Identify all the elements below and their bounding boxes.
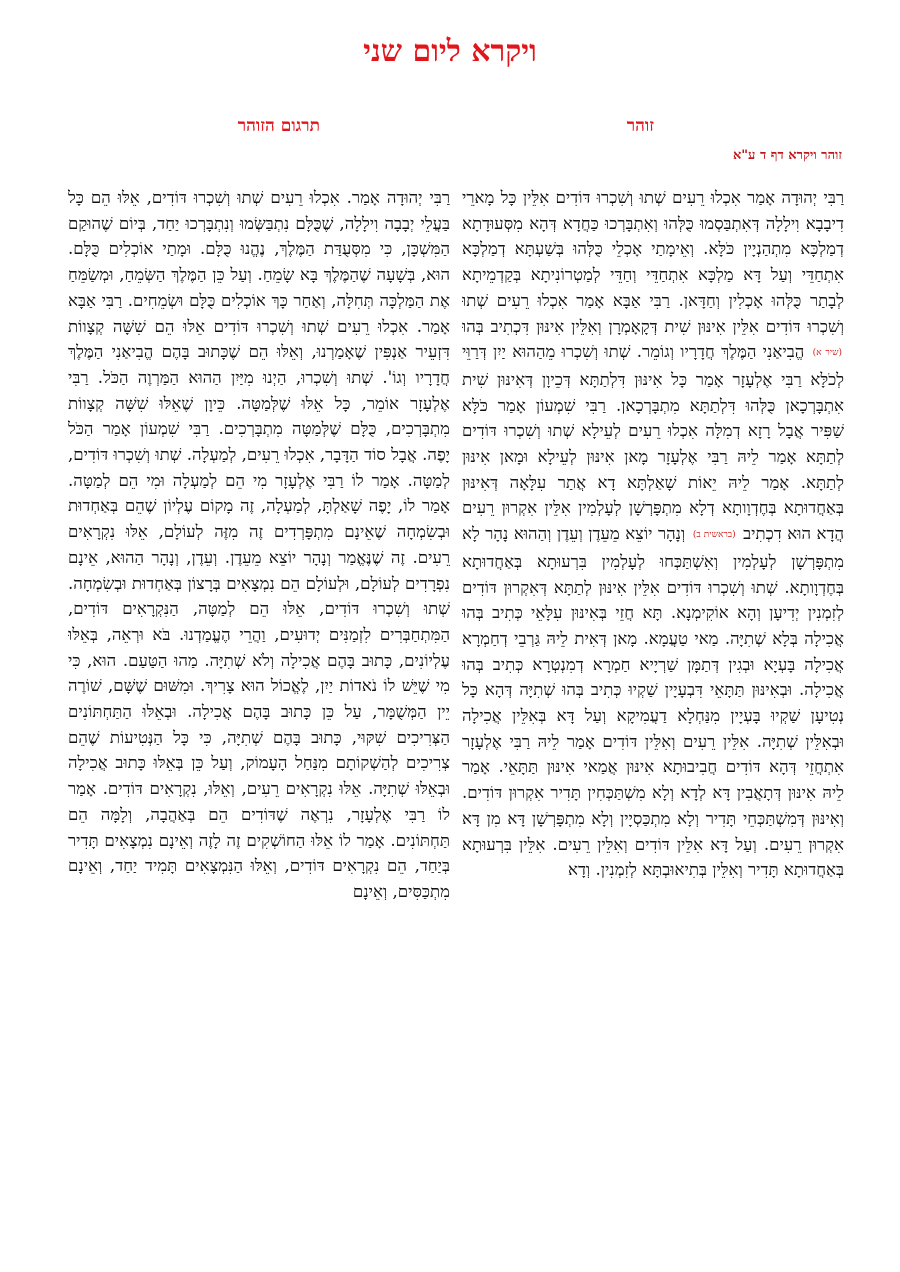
source-note-1: (שיר א) [812,348,842,359]
page-title: ויקרא ליום שני [363,34,537,69]
translation-text: רַבִּי יְהוּדָה אָמַר. אִכְלוּ רֵעִים שְׁתוּ וְשִׁכְרוּ דּוֹדִים, אֵלּוּ הֵם כָּל בַּעֲלֵי יְבָבָה וִילָלָה, שֶׁכֻּלָּם נִתְבַּשְּׂמוּ וְנִתְבָּרְכוּ יַחַד, בְּיוֹם שֶׁהוּקַם הַמִּשְׁכָּן, כִּי מִסְּעֻדַּת הַמֶּלֶךְ, נֶהֱנוּ כֻּלָּם. וּמָתַי אוֹכְלִים כֻּלָּם. הוּא, בְּשָׁעָה שֶׁהַמֶּלֶךְ בָּא שָׂמֵחַ. וְעַל כֵּן הַמֶּלֶךְ הַשְּׂמֵחַ, וּמְשַׂמֵּחַ אֶת הַמַּלְכָּה תְּחִלָּה, וְאַחַר כָּךְ אוֹכְלִים כֻּלָּם וּשְׂמֵחִים. רַבִּי אַבָּא אָמַר. אִכְלוּ רֵעִים שְׁתוּ וְשִׁכְרוּ דּוֹדִים אֵלּוּ הֵם שִׁשָּׁה קְצָווֹת דִּזְעֵיר אַנְפִּין שֶׁאָמַרְנוּ, וְאֵלּוּ הֵם שֶׁכָּתוּב בָּהֶם הֱבִיאַנִי הַמֶּלֶךְ חֲדָרָיו וְגוֹ'. שְׁתוּ וְשִׁכְרוּ, הַיְנוּ מִיַּיִן הַהוּא הַמַּרְוֶה הַכֹּל. רַבִּי אֶלְעָזָר אוֹמֵר, כָּל אֵלּוּ שֶׁלְּמַטָּה. כֵּיוָן שֶׁאֵלּוּ שִׁשָּׁה קְצָווֹת מִתְבָּרְכִים, כֻּלָּם שֶׁלְּמַטָּה מִתְבָּרְכִים. רַבִּי שִׁמְעוֹן אָמַר הַכֹּל יָפֶה. אֲבָל סוֹד הַדָּבָר, אִכְלוּ רֵעִים, לְמַעְלָה. שְׁתוּ וְשִׁכְרוּ דּוֹדִים, לְמַטָּה. אָמַר לוֹ רַבִּי אֶלְעָזָר מִי הֵם לְמַעְלָה וּמִי הֵם לְמַטָּה. אָמַר לוֹ, יָפֶה שָׁאַלְתָּ, לְמַעְלָה, זֶה מָקוֹם עֶלְיוֹן שֶׁהֵם בְּאַחְדוּת וּבְשִׂמְחָה שֶׁאֵינָם מִתְפָּרְדִים זֶה מִזֶּה לְעוֹלָם, אֵלּוּ נִקְרָאִים רֵעִים. זֶה שֶׁנֶּאֱמַר וְנָהָר יוֹצֵא מֵעֵדֶן. וְעֵדֶן, וְנָהָר הַהוּא, אֵינָם נִפְרָדִים לְעוֹלָם, וּלְעוֹלָם הֵם נִמְצָאִים בְּרָצוֹן בְּאַחְדוּת וּבְשִׂמְחָה. שְׁתוּ וְשִׁכְרוּ דּוֹדִים, אֵלּוּ הֵם לְמַטָּה, הַנִּקְרָאִים דּוֹדִים, הַמִּתְחַבְּרִים לִזְמַנִּים יְדוּעִים, וַהֲרֵי הֶעֱמַדְנוּ. בֹּא וּרְאֵה, בְּאֵלּוּ עֶלְיוֹנִים, כָּתוּב בָּהֶם אֲכִילָה וְלֹא שְׁתִיָּה. מַהוּ הַטַּעַם. הוּא, כִּי מִי שֶׁיֵּשׁ לוֹ נֹאדוֹת יַיִן, לֶאֱכוֹל הוּא צָרִיךְ. וּמִשּׁוּם שֶׁשָּׁם, שׁוֹרֶה יֵין הַמְּשֻׁמָּר, עַל כֵּן כָּתוּב בָּהֶם אֲכִילָה. וּבְאֵלּוּ הַתַּחְתּוֹנִים הַצְּרִיכִים שִׁקּוּי, כָּתוּב בָּהֶם שְׁתִיָּה, כִּי כָּל הַנְּטִיעוֹת שֶׁהֵם צְרִיכִים לְהַשְׁקוֹתָם מִנַּחַל הָעָמוֹק, וְעַל כֵּן בְּאֵלּוּ כָּתוּב אֲכִילָה וּבְאֵלּוּ שְׁתִיָּה. אֵלּוּ נִקְרָאִים רֵעִים, וְאֵלּוּ, נִקְרָאִים דּוֹדִים. אָמַר לוֹ רַבִּי אֶלְעָזָר, נִרְאֶה שֶׁדּוֹדִים הֵם בְּאַהֲבָה, וְלָמָּה הֵם תַּחְתּוֹנִים. אָמַר לוֹ אֵלּוּ הַחוֹשְׁקִים זֶה לָזֶה וְאֵינָם נִמְצָאִים תָּדִיר בְּיַחַד, הֵם נִקְרָאִים דּוֹדִים, וְאֵלּוּ הַנִּמְצָאִים תָּמִיד יַחַד, וְאֵינָם מִתְכַּסִּים, וְאֵינָם [68,188,450,901]
page-reference: זוהר ויקרא דף ד ע"א [732,148,842,163]
translation-text-column [68,185,450,1260]
zohar-text-part-2: הֱבִיאַנִי הַמֶּלֶךְ חֲדָרָיו וְגוֹמֵר. שְׁתוּ וְשִׁכְרוּ מֵהַהוּא יַיִן דְּרַוֵּי לְכֹלָּא רַבִּי אֶלְעָזָר אָמַר כָּל אִינּוּן דִּלְתַתָּא דְּכֵיוָן דְּאִינּוּן שִׁית אִתְבָּרְכָאן כֻּלְּהוּ דִּלְתַתָּא מִתְבָּרְכָאן. רַבִּי שִׁמְעוֹן אָמַר כֹּלָּא שַׁפִּיר אֲבָל רָזָא דְמִלָּה אִכְלוּ רֵעִים לְעֵילָא שְׁתוּ וְשִׁכְרוּ דּוֹדִים לְתַתָּא אָמַר לֵיהּ רַבִּי אֶלְעָזָר מָאן אִינּוּן לְעֵילָא וּמָאן אִינּוּן לְתַתָּא. אָמַר לֵיהּ יֵאוֹת שָׁאַלְתָּא דָא אֲתַר עִלָּאָה דְּאִינּוּן בְּאַחֲדוּתָא בְּחֶדְוָותָא דְלָא מִתְפָּרְשָׁן לְעָלְמִין אִלֵּין אִקְרוּן רֵעִים הֲדָא הוּא דִכְתִיב [462,342,844,544]
zohar-column-heading: זוהר [626,116,654,136]
translation-column-heading: תרגום הזוהר [237,116,320,136]
zohar-text-part-3: וְנָהָר יוֹצֵא מֵעֵדֶן וְעֵדֶן וְהַהוּא נָהָר לָא מִתְפָּרְשָׁן לְעָלְמִין וְאִשְׁתַּכְּחוּ לְעָלְמִין בִּרְעוּתָא בְּאַחֲדוּתָא בְּחֶדְוָותָא. שְׁתוּ וְשִׁכְרוּ דּוֹדִים אִלֵּין אִינּוּן לְתַתָּא דְּאִקְרוּן דּוֹדִים לְזִמְנִין יְדִיעָן וְהָא אוֹקִימְנָא. תָּא חֲזֵי בְּאִינּוּן עִלָּאֵי כְּתִיב בְּהוּ אֲכִילָה בְּלָא שְׁתִיָּה. מַאי טַעֲמָא. מָאן דְּאִית לֵיהּ גַּרְבֵי דְחַמְרָא אֲכִילָה בָּעְיָא וּבְגִין דְּתַמָּן שַׁרְיָיא חַמְרָא דְמִנְטְרָא כְּתִיב בְּהוּ אֲכִילָה. וּבְאִינּוּן תַּתָּאֵי דִּבְעָיָין שַׁקְיוּ כְּתִיב בְּהוּ שְׁתִיָּה דְּהָא כָּל נְטִיעָן שַׁקְיוּ בָּעְיָין מִנַּחְלָא דַעֲמִיקָא וְעַל דָּא בְּאִלֵּין אֲכִילָה וּבְאִלֵּין שְׁתִיָּה. אִלֵּין רֵעִים וְאִלֵּין דּוֹדִים אָמַר לֵיהּ רַבִּי אֶלְעָזָר אִתְחֲזֵי דְּהָא דּוֹדִים חֲבִיבוּתָא אִינּוּן אֲמַאי אִינּוּן תַּתָּאֵי. אָמַר לֵיהּ אִינּוּן דְּתָאֲבִין דָּא לְדָא וְלָא מִשְׁתַּכְּחִין תָּדִיר אִקְרוּן דּוֹדִים. וְאִינּוּן דְּמִשְׁתַּכְּחֵי תָּדִיר וְלָא מִתְכַּסְיָין וְלָא מִתְפָּרְשָׁן דָּא מִן דָּא אִקְרוּן רֵעִים. וְעַל דָּא אִלֵּין דּוֹדִים וְאִלֵּין רֵעִים. אִלֵּין בִּרְעוּתָא בְּאַחֲדוּתָא תָּדִיר וְאִלֵּין בְּתִיאוּבְתָּא לְזִמְנִין. וְדָא [462,524,844,880]
source-note-2: (בראשית ב) [692,530,736,541]
zohar-text-part-1: רַבִּי יְהוּדָה אָמַר אִכְלוּ רֵעִים שְׁתוּ וְשִׁכְרוּ דּוֹדִים אִלֵּין כָּל מָארֵי דִיבָבָא וִילָלָה דְּאִתְבַּסְמוּ כֻּלְּהוּ וְאִתְבָּרְכוּ כַּחֲדָא דְּהָא מִסְּעוּדָתָא דְמַלְכָּא מִתְהַנְיָין כֹּלָּא. וְאֵימָתַי אָכְלֵי כֻּלְּהוּ בְּשַׁעְתָּא דְמַלְכָּא אִתְחַדֵּי וְעַל דָּא מַלְכָּא אִתְחַדֵּי וְחַדֵּי לְמַטְרוֹנִיתָא בְּקַדְמֵיתָא לְבָתַר כֻּלְּהוּ אָכְלִין וְחַדָּאן. רַבִּי אַבָּא אָמַר אִכְלוּ רֵעִים שְׁתוּ וְשִׁכְרוּ דּוֹדִים אִלֵּין אִינּוּן שִׁית דְּקָאָמְרָן וְאִלֵּין אִינּוּן דִּכְתִיב בְּהוּ [462,188,844,336]
zohar-text-column [462,185,844,1260]
